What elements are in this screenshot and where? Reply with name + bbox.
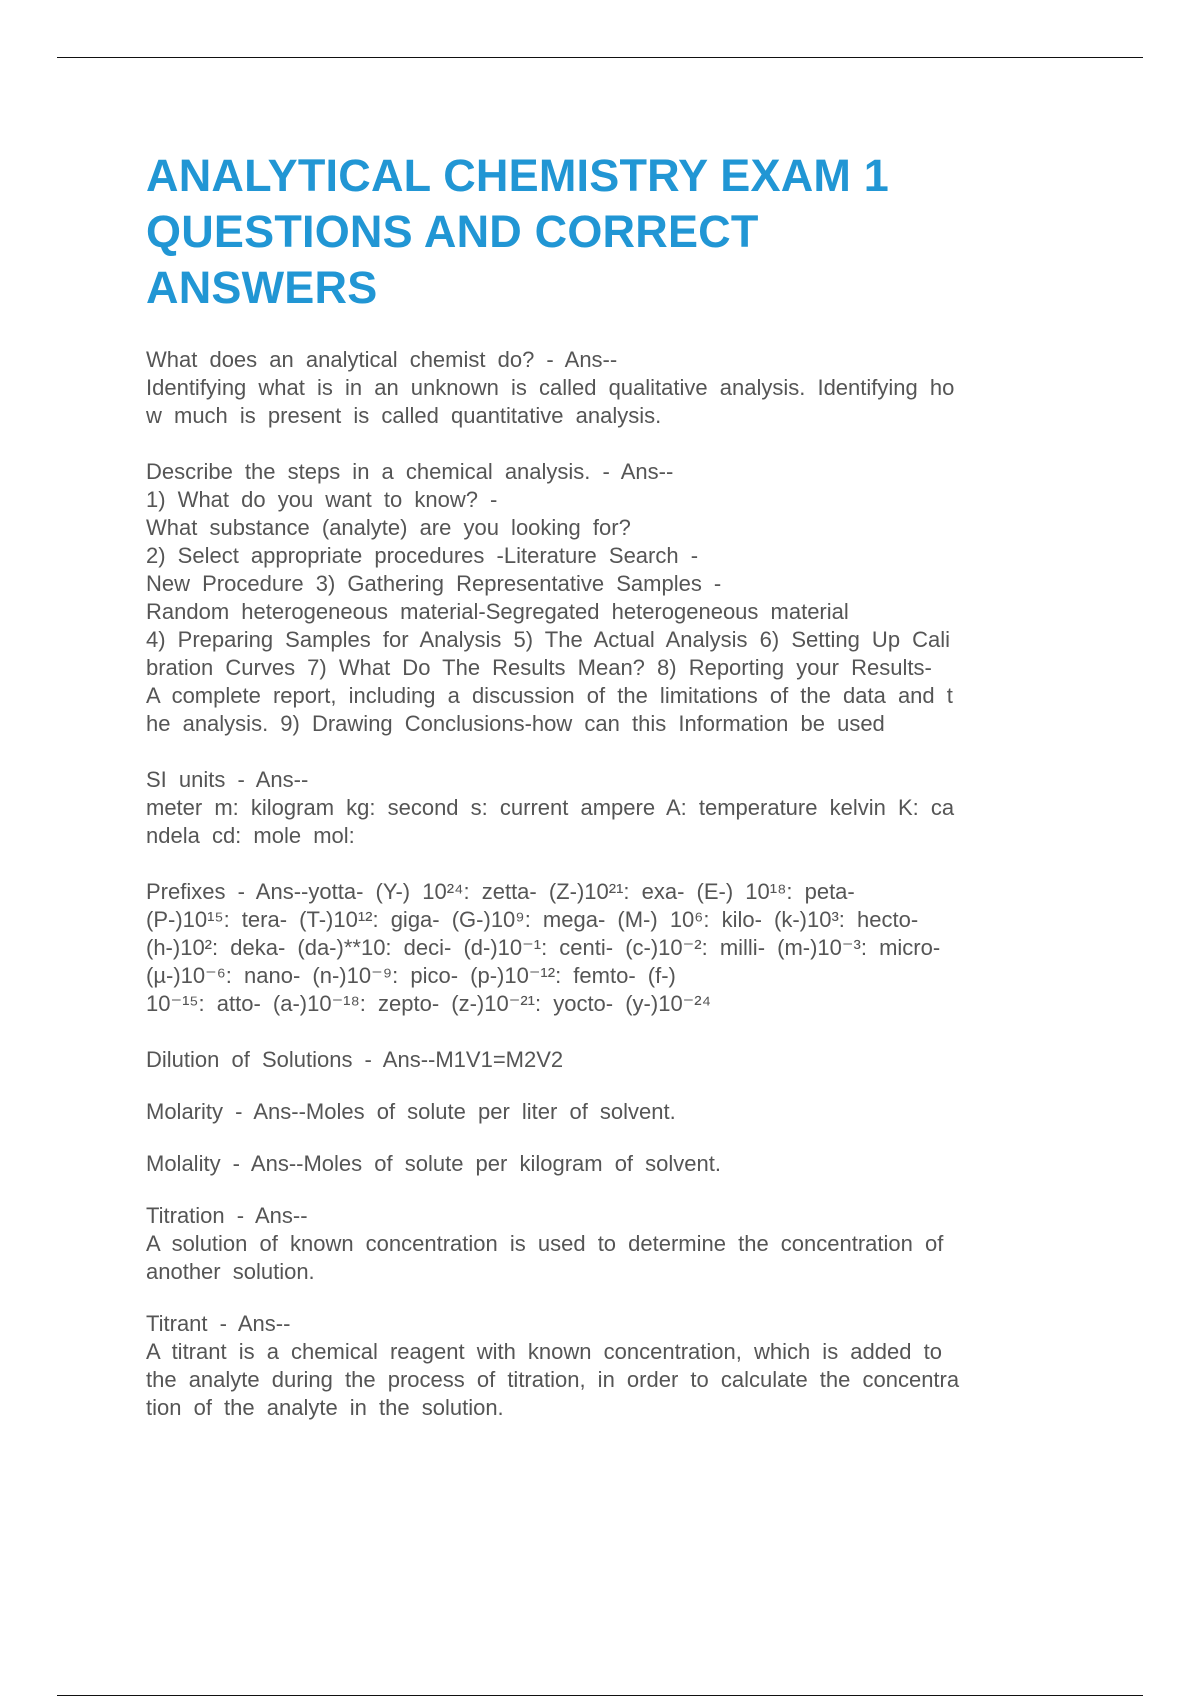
question-text: Describe the steps in a chemical analysis. - Ans-- xyxy=(146,459,674,484)
question-text: Titration - Ans-- xyxy=(146,1203,308,1228)
qa-item-prefixes xyxy=(146,878,1086,1018)
answer-text: Molality - Ans--Moles of solute per kilogram of solvent. xyxy=(146,1151,721,1176)
question-text: What does an analytical chemist do? - Ans-- xyxy=(146,347,618,372)
answer-text: 1) What do you want to know? - What substance (analyte) are you looking for? 2) Select appropriate procedures -Literature Search - New Procedure 3) Gathering Representative Samples - Random heterogeneous material-Segregated heterogeneous material 4) Preparing Samples for Analysis 5) The Actual Analysis 6) Setting Up Cali bration Curves 7) What Do The Results Mean? 8) Reporting your Results- A complete report, including a discussion of the limitations of the data and t he analysis. 9) Drawing Conclusions-how can this Information be used xyxy=(146,487,953,736)
qa-item-titration xyxy=(146,1202,1086,1286)
bottom-rule xyxy=(57,1695,1143,1696)
qa-item-si-units xyxy=(146,766,1086,850)
answer-text: Molarity - Ans--Moles of solute per liter of solvent. xyxy=(146,1099,676,1124)
title-line-1: ANALYTICAL CHEMISTRY EXAM 1 xyxy=(146,150,889,201)
qa-item-molarity xyxy=(146,1098,1086,1126)
title-line-3: ANSWERS xyxy=(146,262,378,313)
answer-text: Prefixes - Ans--yotta- (Y-) 10²⁴: zetta- (Z-)10²¹: exa- (E-) 10¹⁸: peta- (P-)10¹⁵: tera- (T-)10¹²: giga- (G-)10⁹: mega- (M-) 10⁶: kilo- (k-)10³: hecto- (h-)10²: deka- (da-)**10: deci- (d-)10⁻¹: centi- (c-)10⁻²: milli- (m-)10⁻³: micro- (µ-)10⁻⁶: nano- (n-)10⁻⁹: pico- (p-)10⁻¹²: femto- (f-) 10⁻¹⁵: atto- (a-)10⁻¹⁸: zepto- (z-)10⁻²¹: yocto- (y-)10⁻²⁴ xyxy=(146,879,941,1016)
document-body xyxy=(146,148,1086,1422)
qa-item-molality xyxy=(146,1150,1086,1178)
question-text: SI units - Ans-- xyxy=(146,767,309,792)
answer-text: Identifying what is in an unknown is called qualitative analysis. Identifying ho w much is present is called quantitative analysis. xyxy=(146,375,955,428)
answer-text: Dilution of Solutions - Ans--M1V1=M2V2 xyxy=(146,1047,564,1072)
title-line-2: QUESTIONS AND CORRECT xyxy=(146,206,759,257)
document-title xyxy=(146,148,1086,316)
qa-item-dilution xyxy=(146,1046,1086,1074)
answer-text: A titrant is a chemical reagent with known concentration, which is added to the analyte during the process of titration, in order to calculate the concentra tion of the analyte in the solution. xyxy=(146,1339,960,1420)
qa-item-analytical-chemist xyxy=(146,346,1086,430)
qa-item-titrant xyxy=(146,1310,1086,1422)
qa-item-chemical-analysis-steps xyxy=(146,458,1086,738)
answer-text: A solution of known concentration is used to determine the concentration of another solution. xyxy=(146,1231,944,1284)
answer-text: meter m: kilogram kg: second s: current ampere A: temperature kelvin K: ca ndela cd: mole mol: xyxy=(146,795,955,848)
question-text: Titrant - Ans-- xyxy=(146,1311,291,1336)
top-rule xyxy=(57,57,1143,58)
